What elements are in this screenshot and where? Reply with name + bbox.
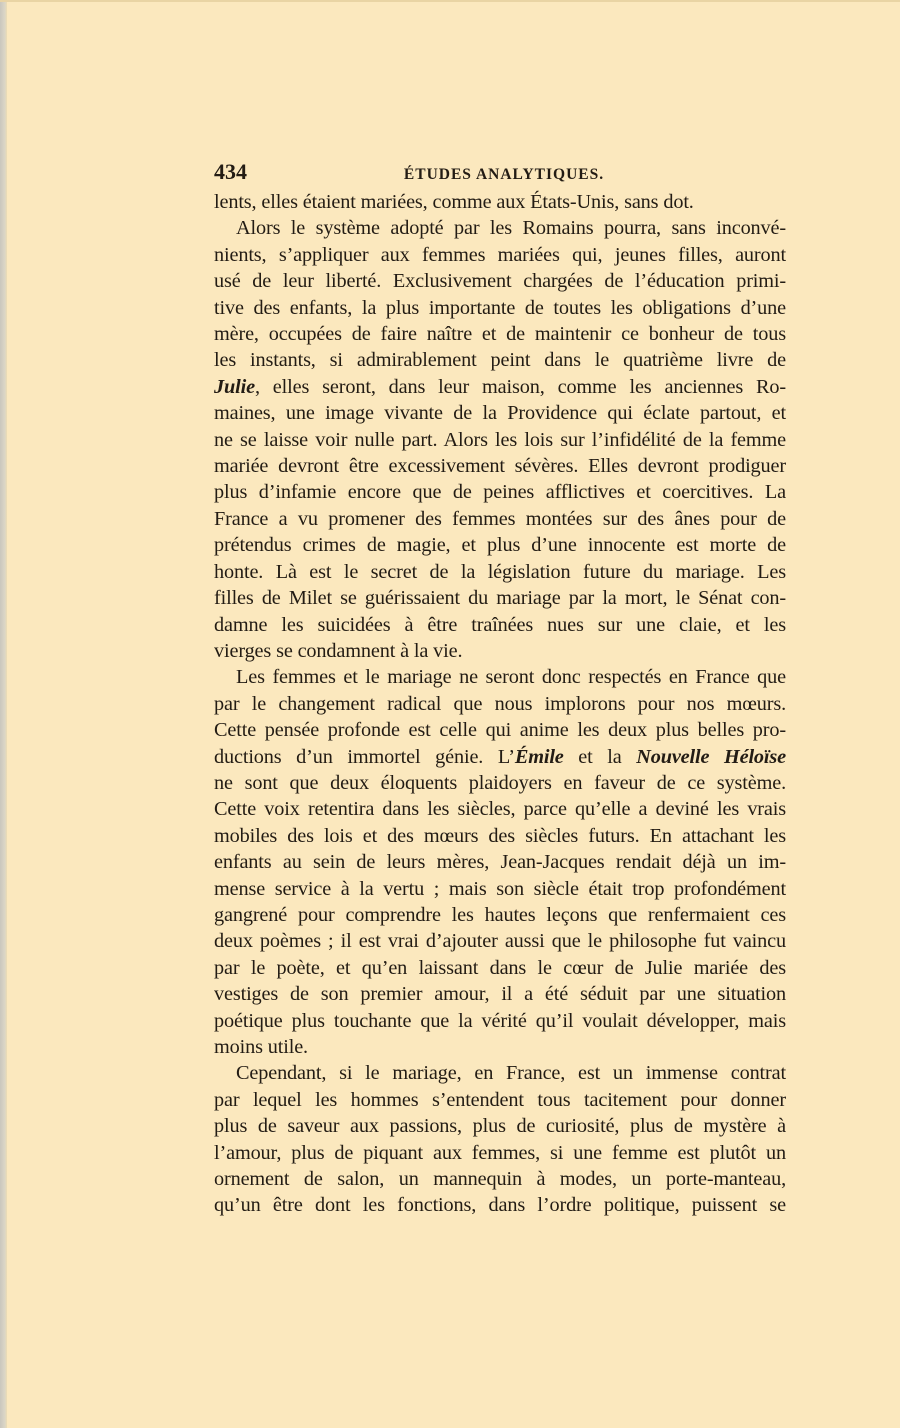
text-line: prétendus crimes de magie, et plus d’une innocente est morte de — [214, 534, 786, 557]
text-line: vestiges de son premier amour, il a été séduit par une situation — [214, 983, 786, 1006]
text-line: gangrené pour comprendre les hautes leçons que renfermaient ces — [214, 903, 786, 926]
text-line: plus d’infamie encore que de peines afflictives et coercitives. La — [214, 481, 786, 504]
page-number: 434 — [214, 159, 247, 184]
text-fragment: et la — [563, 745, 637, 768]
text-line: par lequel les hommes s’entendent tous tacitement pour donner — [214, 1088, 786, 1111]
text-line: par le poète, et qu’en laissant dans le cœur de Julie mariée des — [214, 956, 786, 979]
text-line: ne sont que deux éloquents plaidoyers en faveur de ce système. — [214, 771, 786, 794]
text-fragment: ductions d’un immortel génie. L’ — [214, 745, 515, 768]
text-line: ne se laisse voir nulle part. Alors les lois sur l’infidélité de la femme — [214, 428, 786, 451]
text-line-emile-heloise — [214, 744, 786, 770]
text-line: lents, elles étaient mariées, comme aux États-Unis, sans dot. — [214, 191, 694, 213]
page-scan-edge — [0, 0, 7, 1428]
paragraph-3 — [214, 664, 786, 1060]
text-line: mense service à la vertu ; mais son siècle était trop profondément — [214, 877, 786, 900]
text-line: nients, s’appliquer aux femmes mariées qui, jeunes filles, auront — [214, 243, 786, 266]
italic-title-julie: Julie — [214, 375, 255, 398]
text-line: Alors le système adopté par les Romains pourra, sans inconvé- — [236, 217, 786, 240]
paragraph-1 — [214, 189, 786, 215]
text-line: moins utile. — [214, 1036, 308, 1058]
text-line: tive des enfants, la plus importante de toutes les obligations d’une — [214, 296, 786, 319]
text-line: usé de leur liberté. Exclusivement chargées de l’éducation primi- — [214, 270, 786, 293]
text-line: Cependant, si le mariage, en France, est un immense contrat — [236, 1062, 786, 1085]
text-line: plus de saveur aux passions, plus de curiosité, plus de mystère à — [214, 1115, 786, 1138]
text-line: vierges se condamnent à la vie. — [214, 639, 463, 662]
text-line: qu’un être dont les fonctions, dans l’ordre politique, puissent se — [214, 1194, 786, 1217]
page-top-edge — [0, 0, 900, 2]
running-title: ÉTUDES ANALYTIQUES. — [403, 166, 605, 183]
text-line: Les femmes et le mariage ne seront donc respectés en France que — [236, 666, 786, 689]
text-line: honte. Là est le secret de la législation future du mariage. Les — [214, 560, 786, 583]
text-line-julie — [214, 374, 786, 400]
italic-title-emile: Émile — [514, 745, 564, 768]
text-line: par le changement radical que nous implorons pour nos mœurs. — [214, 692, 786, 715]
text-line: poétique plus touchante que la vérité qu’il voulait développer, mais — [214, 1009, 786, 1032]
paragraph-4 — [214, 1060, 786, 1218]
text-line: Cette pensée profonde est celle qui anime les deux plus belles pro- — [214, 719, 786, 742]
text-fragment: , elles seront, dans leur maison, comme les anciennes Ro- — [254, 375, 786, 398]
text-line: les instants, si admirablement peint dans le quatrième livre de — [214, 349, 786, 372]
text-line: France a vu promener des femmes montées sur des ânes pour de — [214, 507, 786, 530]
text-line: ornement de salon, un mannequin à modes, un porte-manteau, — [214, 1168, 786, 1191]
text-line: enfants au sein de leurs mères, Jean-Jacques rendait déjà un im- — [214, 851, 786, 874]
paragraph-2 — [214, 215, 786, 664]
text-line: maines, une image vivante de la Providence qui éclate partout, et — [214, 402, 786, 425]
text-line: damne les suicidées à être traînées nues sur une claie, et les — [214, 613, 786, 636]
italic-title-nouvelle-heloise: Nouvelle Héloïse — [636, 745, 786, 768]
text-line: mariée devront être excessivement sévères. Elles devront prodiguer — [214, 455, 786, 478]
text-line: filles de Milet se guérissaient du mariage par la mort, le Sénat con- — [214, 587, 786, 610]
text-line: mobiles des lois et des mœurs des siècles futurs. En attachant les — [214, 824, 786, 847]
book-page — [214, 159, 786, 1219]
text-line: mère, occupées de faire naître et de maintenir ce bonheur de tous — [214, 323, 786, 346]
running-head — [214, 159, 786, 187]
text-line: deux poèmes ; il est vrai d’ajouter aussi que le philosophe fut vaincu — [214, 930, 786, 953]
text-line: Cette voix retentira dans les siècles, parce qu’elle a deviné les vrais — [214, 798, 786, 821]
text-line: l’amour, plus de piquant aux femmes, si une femme est plutôt un — [214, 1141, 786, 1164]
